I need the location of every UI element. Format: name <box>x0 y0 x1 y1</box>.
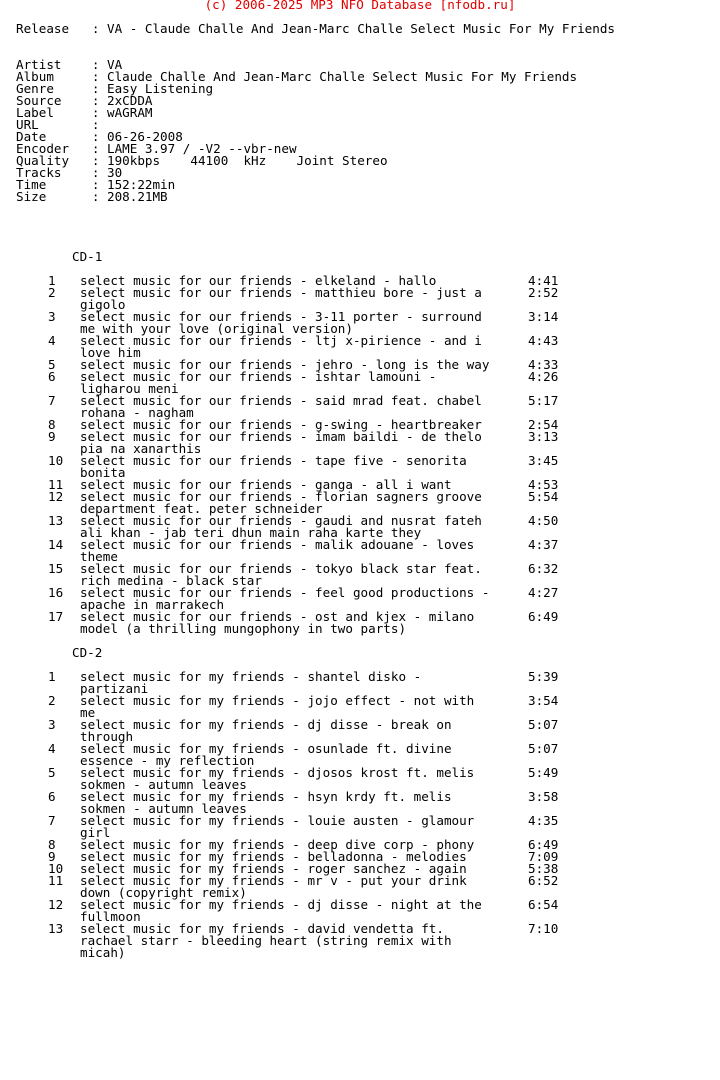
track-title: me <box>80 705 96 720</box>
info-tracks: Tracks : 30 <box>16 165 123 180</box>
track-duration: 7:09 <box>528 849 559 864</box>
track-number: 15 <box>48 561 64 576</box>
track-title: select music for my friends - david vendetta ft. <box>80 921 444 936</box>
info-time: Time : 152:22min <box>16 177 176 192</box>
track-number: 14 <box>48 537 64 552</box>
track-number: 1 <box>48 669 56 684</box>
info-artist: Artist : VA <box>16 57 123 72</box>
track-number: 7 <box>48 393 56 408</box>
track-number: 17 <box>48 609 64 624</box>
track-title: sokmen - autumn leaves <box>80 801 247 816</box>
track-duration: 2:54 <box>528 417 559 432</box>
track-title: select music for my friends - belladonna - melodies <box>80 849 467 864</box>
track-number: 1 <box>48 273 56 288</box>
info-album: Album : Claude Challe And Jean-Marc Challe Select Music For My Friends <box>16 69 578 84</box>
track-duration: 4:26 <box>528 369 559 384</box>
info-encoder: Encoder : LAME 3.97 / -V2 --vbr-new <box>16 141 297 156</box>
track-title: select music for our friends - imam baildi - de thelo <box>80 429 482 444</box>
track-title: select music for our friends - 3-11 porter - surround <box>80 309 482 324</box>
info-size: Size : 208.21MB <box>16 189 168 204</box>
track-title: pia na xanarthis <box>80 441 202 456</box>
track-title: partizani <box>80 681 149 696</box>
track-duration: 6:32 <box>528 561 559 576</box>
release-line: Release : VA - Claude Challe And Jean-Marc Challe Select Music For My Friends <box>16 21 615 36</box>
track-title: select music for our friends - feel good productions - <box>80 585 490 600</box>
track-duration: 4:35 <box>528 813 559 828</box>
track-duration: 6:49 <box>528 837 559 852</box>
track-title: select music for our friends - ishtar lamouni - <box>80 369 437 384</box>
track-duration: 4:50 <box>528 513 559 528</box>
track-title: ali khan - jab teri dhun main raha karte they <box>80 525 422 540</box>
track-title: select music for my friends - louie austen - glamour <box>80 813 475 828</box>
track-duration: 5:39 <box>528 669 559 684</box>
info-date: Date : 06-26-2008 <box>16 129 183 144</box>
track-duration: 4:53 <box>528 477 559 492</box>
track-title: select music for my friends - shantel disko - <box>80 669 422 684</box>
track-number: 3 <box>48 717 56 732</box>
track-number: 8 <box>48 837 56 852</box>
track-duration: 7:10 <box>528 921 559 936</box>
track-title: select music for our friends - gaudi and nusrat fateh <box>80 513 482 528</box>
track-duration: 5:17 <box>528 393 559 408</box>
track-title: down (copyright remix) <box>80 885 247 900</box>
track-title: micah) <box>80 945 126 960</box>
track-title: sokmen - autumn leaves <box>80 777 247 792</box>
info-label: Label : wAGRAM <box>16 105 153 120</box>
track-title: select music for my friends - deep dive corp - phony <box>80 837 475 852</box>
track-title: select music for my friends - mr v - put your drink <box>80 873 467 888</box>
track-title: select music for our friends - ganga - all i want <box>80 477 452 492</box>
track-title: select music for our friends - ltj x-pirience - and i <box>80 333 482 348</box>
track-number: 4 <box>48 741 56 756</box>
track-number: 9 <box>48 849 56 864</box>
track-title: select music for my friends - hsyn krdy ft. melis <box>80 789 452 804</box>
track-title: select music for my friends - jojo effect - not with <box>80 693 475 708</box>
track-number: 11 <box>48 873 64 888</box>
track-number: 6 <box>48 369 56 384</box>
cd-title: CD-1 <box>72 249 103 264</box>
track-number: 3 <box>48 309 56 324</box>
track-duration: 3:14 <box>528 309 559 324</box>
track-title: love him <box>80 345 141 360</box>
track-title: through <box>80 729 134 744</box>
track-number: 4 <box>48 333 56 348</box>
track-title: gigolo <box>80 297 126 312</box>
track-number: 2 <box>48 285 56 300</box>
track-number: 8 <box>48 417 56 432</box>
track-title: rachael starr - bleeding heart (string remix with <box>80 933 452 948</box>
track-duration: 6:54 <box>528 897 559 912</box>
track-number: 7 <box>48 813 56 828</box>
track-title: select music for my friends - dj disse - night at the <box>80 897 482 912</box>
track-number: 10 <box>48 453 64 468</box>
track-title: select music for our friends - tape five - senorita <box>80 453 467 468</box>
track-title: apache in marrakech <box>80 597 225 612</box>
track-duration: 4:27 <box>528 585 559 600</box>
track-number: 9 <box>48 429 56 444</box>
track-number: 2 <box>48 693 56 708</box>
track-number: 16 <box>48 585 64 600</box>
track-title: select music for my friends - dj disse - break on <box>80 717 452 732</box>
track-title: bonita <box>80 465 126 480</box>
track-title: select music for our friends - g-swing - heartbreaker <box>80 417 482 432</box>
track-duration: 3:13 <box>528 429 559 444</box>
track-title: rich medina - black star <box>80 573 262 588</box>
track-duration: 4:33 <box>528 357 559 372</box>
track-duration: 5:54 <box>528 489 559 504</box>
info-source: Source : 2xCDDA <box>16 93 153 108</box>
track-duration: 3:54 <box>528 693 559 708</box>
track-number: 5 <box>48 765 56 780</box>
track-duration: 4:37 <box>528 537 559 552</box>
track-title: me with your love (original version) <box>80 321 353 336</box>
track-title: select music for our friends - elkeland - hallo <box>80 273 437 288</box>
track-number: 12 <box>48 897 64 912</box>
track-title: select music for my friends - osunlade ft. divine <box>80 741 452 756</box>
track-duration: 3:58 <box>528 789 559 804</box>
track-duration: 5:07 <box>528 741 559 756</box>
track-number: 12 <box>48 489 64 504</box>
track-number: 11 <box>48 477 64 492</box>
track-duration: 2:52 <box>528 285 559 300</box>
track-number: 13 <box>48 513 64 528</box>
track-title: select music for our friends - matthieu bore - just a <box>80 285 482 300</box>
track-title: fullmoon <box>80 909 141 924</box>
track-duration: 5:38 <box>528 861 559 876</box>
track-title: select music for my friends - roger sanchez - again <box>80 861 467 876</box>
info-url: URL : <box>16 117 107 132</box>
track-duration: 6:52 <box>528 873 559 888</box>
copyright-header: (c) 2006-2025 MP3 NFO Database [nfodb.ru] <box>204 0 516 12</box>
track-title: select music for our friends - malik adouane - loves <box>80 537 475 552</box>
track-duration: 3:45 <box>528 453 559 468</box>
track-number: 13 <box>48 921 64 936</box>
track-title: department feat. peter schneider <box>80 501 323 516</box>
cd-title: CD-2 <box>72 645 103 660</box>
track-duration: 6:49 <box>528 609 559 624</box>
track-title: select music for our friends - tokyo black star feat. <box>80 561 482 576</box>
track-duration: 4:41 <box>528 273 559 288</box>
track-title: essence - my reflection <box>80 753 255 768</box>
track-title: select music for our friends - said mrad feat. chabel <box>80 393 482 408</box>
track-title: theme <box>80 549 118 564</box>
info-quality: Quality : 190kbps 44100 kHz Joint Stereo <box>16 153 388 168</box>
track-title: model (a thrilling mungophony in two parts) <box>80 621 407 636</box>
track-duration: 5:07 <box>528 717 559 732</box>
track-title: girl <box>80 825 111 840</box>
track-duration: 5:49 <box>528 765 559 780</box>
track-title: rohana - nagham <box>80 405 194 420</box>
track-title: select music for my friends - djosos krost ft. melis <box>80 765 475 780</box>
track-title: ligharou meni <box>80 381 179 396</box>
track-duration: 4:43 <box>528 333 559 348</box>
track-title: select music for our friends - ost and kjex - milano <box>80 609 475 624</box>
track-number: 6 <box>48 789 56 804</box>
track-title: select music for our friends - florian sagners groove <box>80 489 482 504</box>
track-title: select music for our friends - jehro - long is the way <box>80 357 490 372</box>
track-number: 5 <box>48 357 56 372</box>
info-genre: Genre : Easy Listening <box>16 81 214 96</box>
track-number: 10 <box>48 861 64 876</box>
